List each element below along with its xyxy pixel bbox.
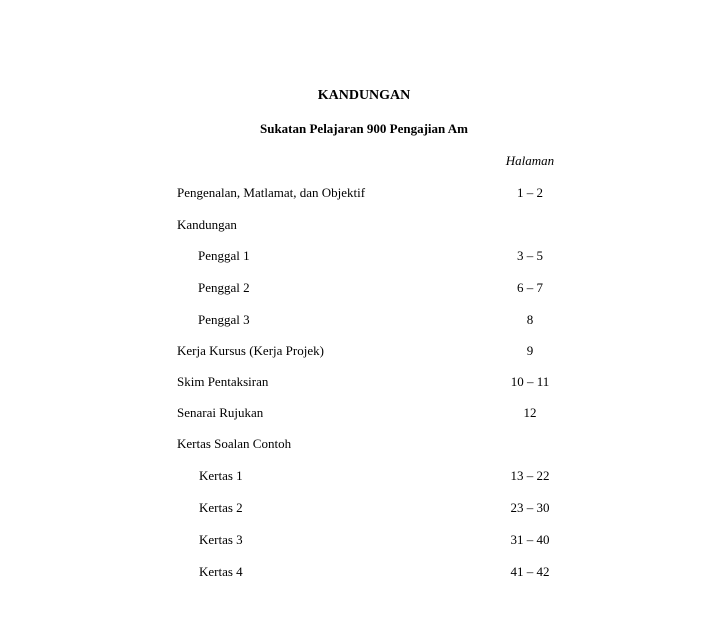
toc-entry-page: 13 – 22 — [510, 468, 550, 483]
toc-entry-label: Penggal 1 — [198, 248, 250, 263]
toc-entry-label: Senarai Rujukan — [177, 405, 264, 420]
toc-entry-page: 9 — [526, 343, 534, 358]
document-title: KANDUNGAN — [317, 88, 411, 103]
toc-entry-page: 6 – 7 — [517, 280, 543, 295]
toc-entry-page: 41 – 42 — [510, 564, 550, 579]
toc-entry-label: Pengenalan, Matlamat, dan Objektif — [177, 185, 366, 200]
toc-row — [0, 564, 728, 582]
toc-entry-label: Penggal 3 — [198, 312, 250, 327]
toc-entry-page: 1 – 2 — [517, 185, 543, 200]
toc-entry-page: 8 — [526, 312, 534, 327]
toc-entry-label: Kertas 1 — [199, 468, 243, 483]
toc-entry-label: Kertas Soalan Contoh — [177, 436, 292, 451]
toc-entry-label: Kertas 2 — [199, 500, 243, 515]
toc-entry-label: Kertas 3 — [199, 532, 243, 547]
toc-entry-page: 23 – 30 — [510, 500, 550, 515]
toc-row — [0, 532, 728, 550]
toc-entry-page: 10 – 11 — [510, 374, 550, 389]
toc-row — [0, 312, 728, 330]
toc-row — [0, 217, 728, 235]
toc-row — [0, 436, 728, 454]
toc-row — [0, 405, 728, 423]
toc-row — [0, 468, 728, 486]
toc-row — [0, 248, 728, 266]
toc-row — [0, 343, 728, 361]
toc-entry-label: Kertas 4 — [199, 564, 243, 579]
toc-entry-label: Kerja Kursus (Kerja Projek) — [177, 343, 324, 358]
document-subtitle: Sukatan Pelajaran 900 Pengajian Am — [259, 121, 468, 136]
toc-entry-page: 3 – 5 — [517, 248, 543, 263]
toc-entry-label: Kandungan — [177, 217, 237, 232]
toc-row — [0, 280, 728, 298]
page-column-header: Halaman — [505, 153, 555, 168]
toc-row — [0, 185, 728, 203]
toc-row — [0, 500, 728, 518]
toc-entry-label: Skim Pentaksiran — [177, 374, 269, 389]
toc-row — [0, 374, 728, 392]
toc-entry-page: 31 – 40 — [510, 532, 550, 547]
toc-entry-label: Penggal 2 — [198, 280, 250, 295]
toc-entry-page: 12 — [523, 405, 537, 420]
